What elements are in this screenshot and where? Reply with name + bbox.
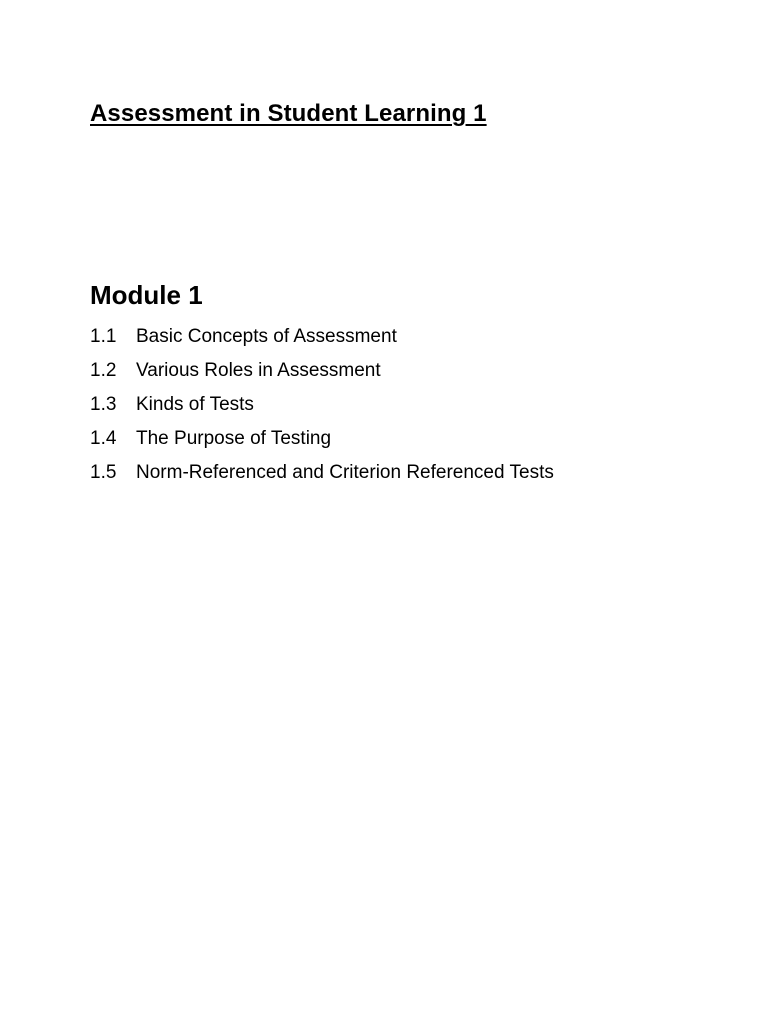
section-number: 1.1	[90, 326, 117, 347]
document-title: Assessment in Student Learning 1	[90, 100, 487, 127]
section-title: Various Roles in Assessment	[136, 360, 381, 381]
section-item	[90, 324, 554, 358]
section-item	[90, 358, 554, 392]
section-number: 1.2	[90, 360, 117, 381]
section-list	[90, 324, 554, 494]
section-number: 1.5	[90, 462, 117, 483]
section-title: Kinds of Tests	[136, 394, 254, 415]
section-title: Basic Concepts of Assessment	[136, 326, 397, 347]
section-number: 1.4	[90, 428, 117, 449]
section-title: The Purpose of Testing	[136, 428, 332, 449]
section-item	[90, 460, 554, 494]
section-item	[90, 426, 554, 460]
section-number: 1.3	[90, 394, 117, 415]
section-title: Norm-Referenced and Criterion Referenced Tests	[136, 462, 554, 483]
module-heading: Module 1	[90, 280, 203, 310]
section-item	[90, 392, 554, 426]
